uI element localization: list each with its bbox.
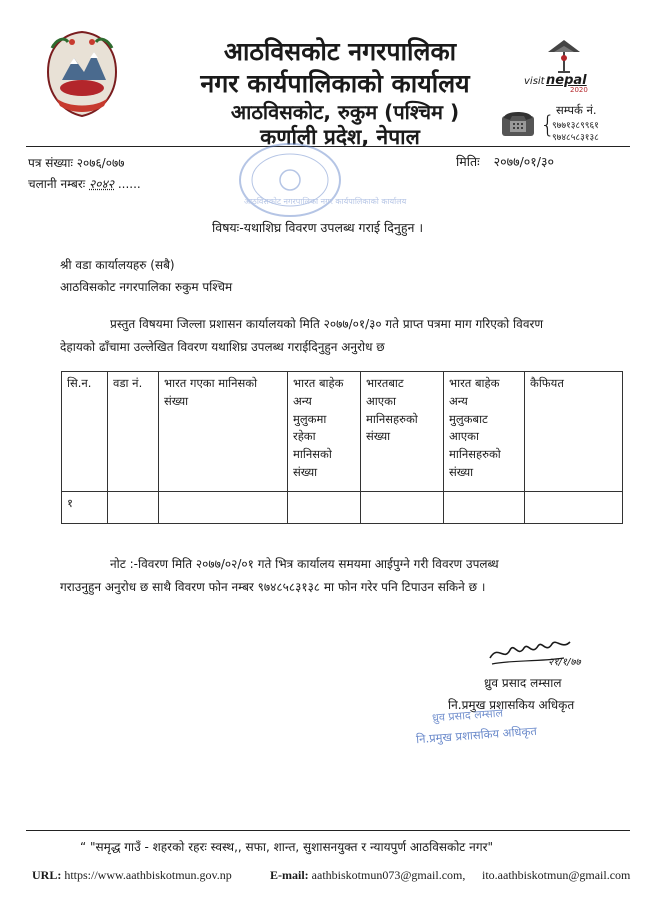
nepal-emblem-logo: [42, 28, 122, 120]
header-text: भारत बाहेक: [293, 376, 344, 390]
note-line-2: गराउनुहुन अनुरोध छ साथै विवरण फोन नम्बर ९७४८५८३१३८ मा फोन गरेर पनि टिपाउन सकिने छ ।: [60, 580, 486, 594]
table-cell: [361, 492, 444, 524]
chalani-dots: ......: [117, 177, 141, 191]
patra-value: २०७६/०७७: [76, 156, 125, 170]
header-text: वडा नं.: [113, 376, 143, 390]
body-paragraph: [60, 313, 620, 359]
header-text: कैफियत: [530, 376, 564, 390]
header-text: रहेका: [293, 429, 316, 444]
footer-url: [32, 868, 232, 883]
patra-label: पत्र संख्याः: [28, 156, 73, 170]
table-header-row: [62, 372, 623, 492]
table-cell: [108, 492, 159, 524]
telephone-icon: [500, 108, 536, 138]
visit-text: visit: [524, 76, 545, 87]
table-cell: [159, 492, 288, 524]
note-paragraph: [60, 553, 630, 599]
office-stamp: [236, 140, 407, 220]
header-text: मानिसको: [293, 447, 332, 462]
chalani-value: २०४२: [89, 177, 114, 191]
header-office-name: नगर कार्यपालिकाको कार्यालय: [200, 69, 470, 98]
header-address: आठविसकोट, रुकुम (पश्चिम ): [230, 100, 460, 124]
header-province: कर्णाली प्रदेश, नेपाल: [260, 125, 420, 149]
header-text: भारतबाट: [366, 376, 404, 390]
table-header-cell: [159, 372, 288, 492]
header-text: आएका: [449, 429, 479, 444]
body-line-1: प्रस्तुत विषयमा जिल्ला प्रशासन कार्यालयको मिति २०७७/०१/३० गते प्राप्त पत्रमा माग गरिएको विवरण: [110, 317, 544, 331]
email-label: E-mail:: [270, 868, 309, 882]
header-text: संख्या: [164, 393, 189, 408]
url-link[interactable]: https://www.aathbiskotmun.gov.np: [64, 868, 232, 882]
signatory-stamp-name: ध्रुव प्रसाद लम्साल: [431, 706, 504, 725]
table-cell: १: [62, 492, 108, 524]
chalani-number: [28, 175, 141, 192]
header-text: भारत गएका मानिसको: [164, 376, 258, 390]
url-label: URL:: [32, 868, 62, 882]
header-text: अन्य: [293, 393, 312, 408]
signatory-stamp-title: नि.प्रमुख प्रशासकिय अधिकृत: [415, 723, 538, 747]
table-cell: [444, 492, 525, 524]
visit-year: 2020: [570, 86, 588, 94]
table-cell: [525, 492, 623, 524]
date-value: २०७७/०१/३०: [493, 154, 555, 169]
table-header-cell: [444, 372, 525, 492]
footer-email-2[interactable]: ito.aathbiskotmun@gmail.com: [482, 868, 631, 882]
header-text: संख्या: [293, 465, 318, 480]
table-header-cell: [62, 372, 108, 492]
signatory-title: नि.प्रमुख प्रशासकिय अधिकृत: [448, 698, 575, 712]
header-text: मानिसहरुको: [449, 447, 501, 462]
header-text: मुलुकमा: [293, 411, 327, 426]
header-text: आएका: [366, 393, 396, 408]
footer-motto: “ "समृद्ध गाउँ - शहरको रहरः स्वस्थ,, सफा, शान्त, सुशासनयुक्त र न्यायपुर्ण आठविसकोट नगर": [80, 840, 494, 854]
table-header-cell: [108, 372, 159, 492]
details-table: [61, 371, 623, 524]
email-link[interactable]: aathbiskotmun073@gmail.com,: [311, 868, 466, 882]
footer-divider: [26, 830, 630, 831]
contact-phone-1: ९७७१३८९९६१: [552, 121, 599, 131]
header-text: सि.न.: [67, 376, 92, 390]
patra-sankhya: [28, 154, 124, 171]
subject-line: विषयः-यथाशिघ्र विवरण उपलब्ध गराई दिनुहुन ।: [212, 220, 424, 235]
note-line-1: नोट :-विवरण मिति २०७७/०२/०१ गते भित्र कार्यालय समयमा आईपुग्ने गरी विवरण उपलब्ध: [110, 557, 499, 571]
header-text: मानिसहरुको: [366, 411, 418, 426]
issue-date: [456, 153, 554, 170]
table-cell: [288, 492, 361, 524]
date-label: मितिः: [456, 154, 480, 169]
chalani-label: चलानी नम्बरः: [28, 177, 86, 191]
header-municipality-name: आठविसकोट नगरपालिका: [223, 37, 457, 66]
table-row: [62, 492, 623, 524]
recipient-line-1: श्री वडा कार्यालयहरु (सबै): [60, 258, 175, 272]
contact-brace: {: [540, 111, 556, 139]
office-stamp-text: आठविसकोट नगरपालिका नगर कार्यपालिकाको कार्यालय: [244, 197, 407, 206]
recipient-line-2: आठविसकोट नगरपालिका रुकुम पश्चिम: [60, 280, 233, 294]
signature-date: २१/१/७७: [548, 657, 581, 668]
header-text: अन्य: [449, 393, 468, 408]
table-header-cell: [361, 372, 444, 492]
table-header-cell: [525, 372, 623, 492]
header-text: मुलुकबाट: [449, 411, 488, 426]
contact-label: सम्पर्क नं.: [556, 103, 597, 117]
table-header-cell: [288, 372, 361, 492]
footer-email: [270, 868, 465, 883]
contact-phone-2: ९७४८५८३१३८: [552, 133, 599, 143]
nepal-text: nepal: [546, 73, 587, 88]
body-line-2: देहायको ढाँचामा उल्लेखित विवरण यथाशिघ्र उपलब्ध गराईदिनुहुन अनुरोध छ: [60, 340, 385, 354]
header-text: संख्या: [366, 429, 391, 444]
header-text: संख्या: [449, 465, 474, 480]
visit-nepal-logo: [524, 36, 606, 94]
signatory-name: ध्रुव प्रसाद लम्साल: [484, 676, 562, 690]
header-text: भारत बाहेक: [449, 376, 500, 390]
